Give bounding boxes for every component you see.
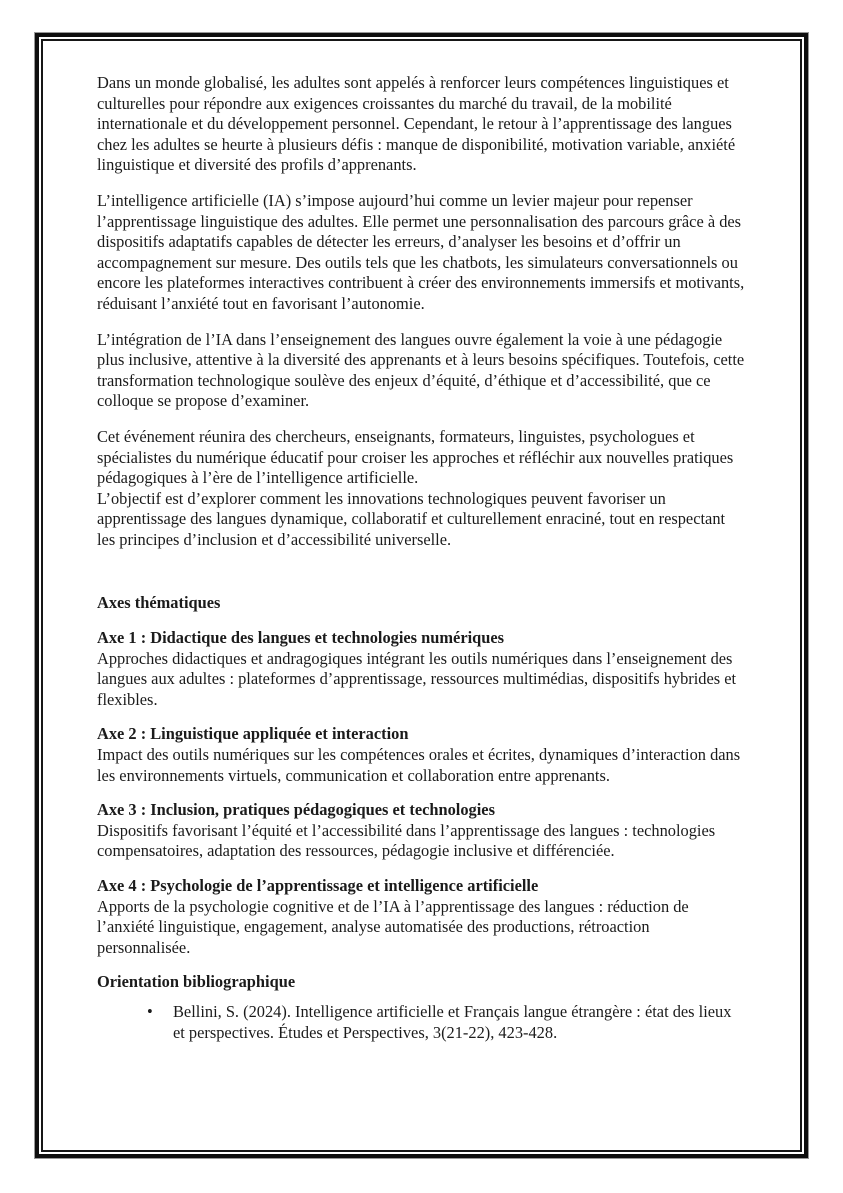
- intro-paragraph-5: L’objectif est d’explorer comment les innovations technologiques peuvent favoriser un apprentissage des langues dynamique, collaboratif et culturellement enraciné, tout en respectant les principes d’inclusion et d’accessibilité universelle.: [97, 488, 726, 549]
- bullet-marker-icon: •: [147, 1001, 153, 1021]
- bibliography-item: [147, 1002, 746, 1043]
- bibliography-section-title: Orientation bibliographique: [97, 972, 296, 992]
- intro-paragraph-1: Dans un monde globalisé, les adultes sont appelés à renforcer leurs compétences linguistiques et culturelles pour répondre aux exigences croissantes du marché du travail, de la mobilité internationale et du développement personnel. Cependant, le retour à l’apprentissage des langues chez les adultes se heurte à plusieurs défis : manque de disponibilité, motivation variable, anxiété linguistique et diversité des profils d’apprenants.: [97, 73, 736, 175]
- axe-block-1: [97, 628, 746, 710]
- bibliography-list: [147, 1002, 746, 1043]
- axe-1-heading: Axe 1 : Didactique des langues et technologies numériques: [97, 628, 505, 648]
- axe-4-heading: Axe 4 : Psychologie de l’apprentissage et intelligence artificielle: [97, 876, 539, 895]
- page-border-inner: [41, 39, 802, 1152]
- intro-paragraph-4: Cet événement réunira des chercheurs, enseignants, formateurs, linguistes, psychologues et spécialistes du numérique éducatif pour croiser les approches et réfléchir aux nouvelles pratiques pédagogiques à l’ère de l’intelligence artificielle.: [97, 426, 734, 488]
- intro-paragraph-3: L’intégration de l’IA dans l’enseignement des langues ouvre également la voie à une pédagogie plus inclusive, attentive à la diversité des apprenants et à leurs besoins spécifiques. Toutefois, cette transformation technologique soulève des enjeux d’équité, d’éthique et d’accessibilité, que ce colloque se propose d’examiner.: [97, 329, 745, 411]
- axe-2-heading: Axe 2 : Linguistique appliquée et interaction: [97, 724, 409, 744]
- axe-2-description: Impact des outils numériques sur les compétences orales et écrites, dynamiques d’interaction dans les environnements virtuels, communication et collaboration entre apprenants.: [97, 745, 741, 785]
- axe-3-description: Dispositifs favorisant l’équité et l’accessibilité dans l’apprentissage des langues : technologies compensatoires, adaptation des ressources, pédagogie inclusive et différenciée.: [97, 820, 716, 861]
- document-page-content: [43, 41, 800, 1150]
- axes-section-title: Axes thématiques: [97, 593, 221, 613]
- axe-block-4: [97, 876, 746, 958]
- axe-1-description: Approches didactiques et andragogiques intégrant les outils numériques dans l’enseignement des langues aux adultes : plateformes d’apprentissage, ressources multimédias, dispositifs hybrides et flexibles.: [97, 648, 737, 709]
- axe-4-description: Apports de la psychologie cognitive et de l’IA à l’apprentissage des langues : réduction de l’anxiété linguistique, engagement, analyse automatisée des productions, rétroaction personnalisée.: [97, 896, 689, 957]
- axe-block-3: [97, 800, 746, 862]
- intro-paragraph-2: L’intelligence artificielle (IA) s’impose aujourd’hui comme un levier majeur pour repenser l’apprentissage linguistique des adultes. Elle permet une personnalisation des parcours grâce à des dispositifs adaptatifs capables de détecter les erreurs, d’analyser les besoins et d’offrir un accompagnement sur mesure. Des outils tels que les chatbots, les simulateurs conversationnels ou encore les plateformes interactives contribuent à créer des environnements immersifs et motivants, réduisant l’anxiété tout en favorisant l’autonomie.: [97, 190, 745, 313]
- bibliography-reference-text: Bellini, S. (2024). Intelligence artificielle et Français langue étrangère : état des lieux et perspectives. Études et Perspectives, 3(21-22), 423-428.: [173, 1001, 732, 1042]
- page-border-frame: [35, 33, 808, 1158]
- axe-3-heading: Axe 3 : Inclusion, pratiques pédagogiques et technologies: [97, 800, 495, 820]
- axe-block-2: [97, 724, 746, 786]
